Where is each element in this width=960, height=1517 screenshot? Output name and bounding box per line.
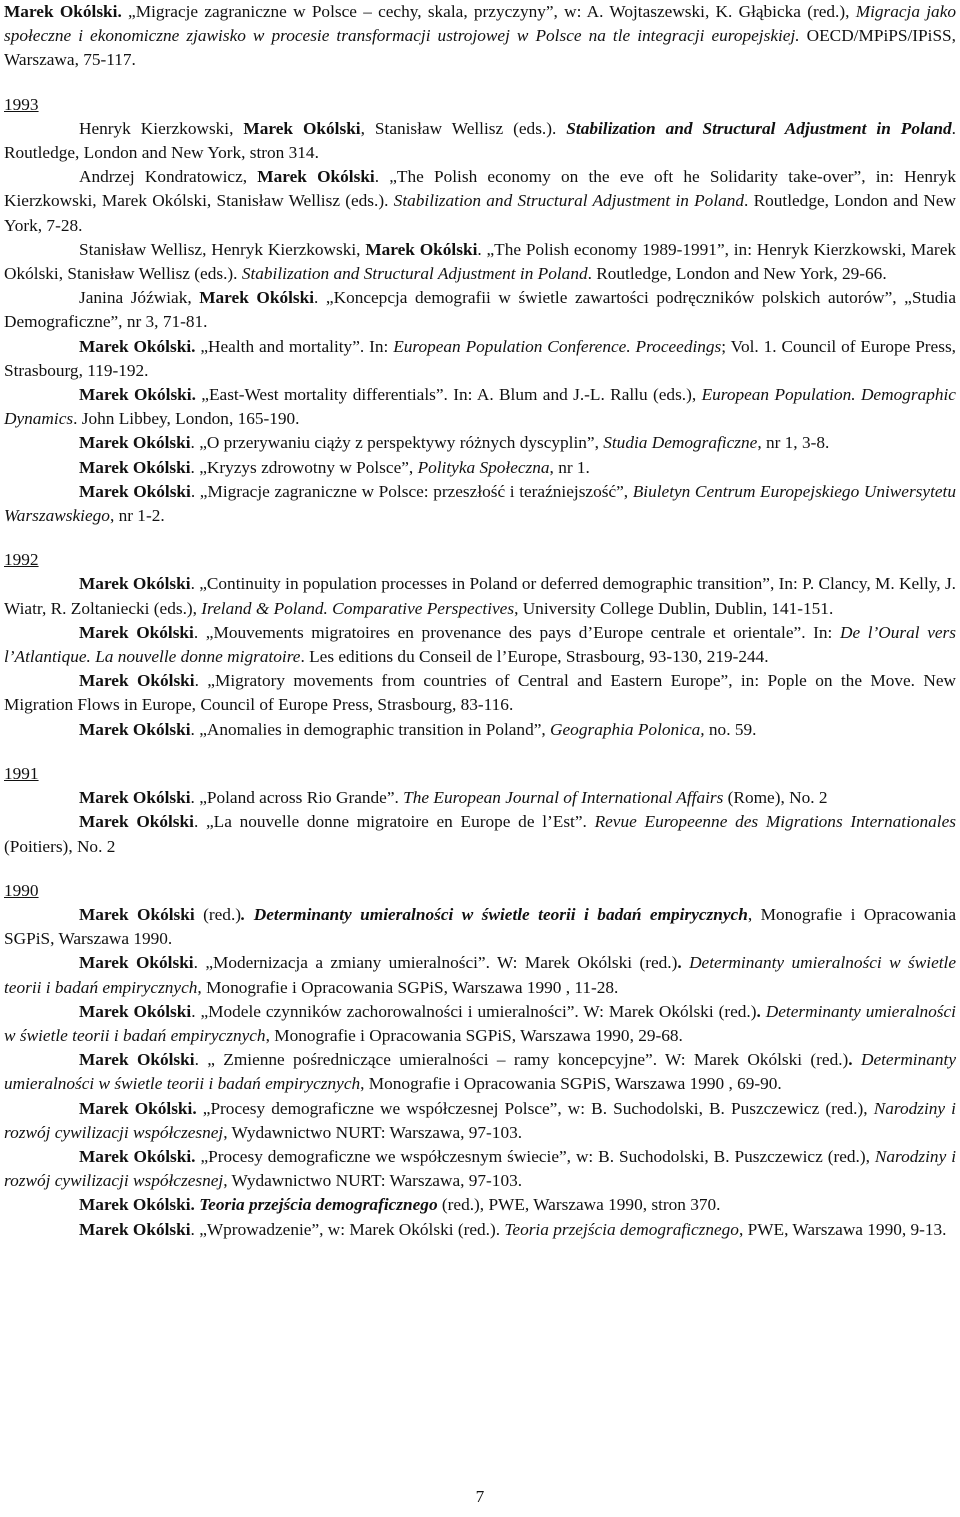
entry-text: , University College Dublin, Dublin, 141-151. <box>514 598 834 618</box>
entry-text: . „La nouvelle donne migratoire en Europe de l’Est”. <box>193 812 595 832</box>
entry-author: Marek Okólski. <box>4 2 129 21</box>
bibliography-entry <box>4 117 956 165</box>
entry-text: (red.), PWE, Warszawa 1990, stron 370. <box>437 1195 721 1215</box>
bibliography-entry <box>4 286 956 334</box>
entry-title: Stabilization and Structural Adjustment in Poland <box>241 264 588 284</box>
section-spacer <box>4 73 956 93</box>
bibliography-entry <box>4 1193 956 1217</box>
entry-text: Andrzej Kondratowicz, <box>79 167 258 187</box>
entry-text: , nr 1. <box>549 457 590 477</box>
entry-title: Polityka Społeczna <box>417 457 550 477</box>
entry-title: Determinanty umieralności w świetle teorii i badań empirycznych <box>4 1050 956 1094</box>
entry-author: Marek Okólski <box>243 118 361 138</box>
entry-text: , nr 1-2. <box>109 506 165 526</box>
entry-title: Geographia Polonica, <box>550 719 705 739</box>
entry-text: . „Koncepcja demografii w świetle zawartości podręczników polskich autorów”, „Studia Demograficzne”, nr 3, 71-81. <box>4 288 957 332</box>
entry-text: . „Mouvements migratoires en provenance des pays d’Europe centrale et orientale”. In: <box>193 622 840 642</box>
entry-text: . „The Polish economy on the eve oft he Solidarity take-over”, in: Henryk Kierzkowski, Marek Okólski, Stanisław Wellisz (eds.). <box>4 167 956 211</box>
bibliography-entry <box>4 480 956 528</box>
entry-text: , Wydawnictwo NURT: Warszawa, 97-103. <box>223 1122 523 1142</box>
entry-author: Marek Okólski <box>257 167 375 187</box>
entry-title: European Population Conference. Proceedings <box>393 336 722 356</box>
entry-title: Narodziny i rozwój cywilizacji współczesnej <box>4 1098 956 1142</box>
entry-text: . „Modele czynników zachorowalności i umieralności”. W: Marek Okólski (red.) <box>191 1001 757 1021</box>
entry-text: , Monografie i Opracowania SGPiS, Warszawa 1990. <box>4 904 956 949</box>
entry-text: (Rome), No. 2 <box>723 788 828 808</box>
year-heading: 1991 <box>4 763 39 783</box>
section-spacer <box>4 528 956 548</box>
entry-author: . <box>848 1050 861 1070</box>
entry-author: . <box>677 953 690 973</box>
entry-author: Marek Okólski <box>79 671 195 691</box>
entry-author: Marek Okólski <box>79 622 194 642</box>
entry-text: . Les editions du Conseil de l’Europe, Strasbourg, 93-130, 219-244. <box>300 647 769 667</box>
bibliography-entry <box>4 1048 956 1096</box>
entry-text: . „Poland across Rio Grande”. <box>190 788 404 808</box>
entry-text: . „Modernizacja a zmiany umieralności”. W: Marek Okólski (red.) <box>193 953 678 973</box>
bibliography-entry <box>4 0 956 73</box>
entry-title: Biuletyn Centrum Europejskiego Uniwersytetu Warszawskiego <box>4 481 956 526</box>
bibliography-entry <box>4 669 956 717</box>
bibliography-entry <box>4 335 956 383</box>
entry-author: Marek Okólski <box>79 457 191 477</box>
bibliography-entry <box>4 572 956 620</box>
entry-title: Studia Demograficzne <box>603 433 758 453</box>
entry-author: Marek Okólski <box>79 719 191 739</box>
entry-text: Janina Jóźwiak, <box>79 288 200 308</box>
entry-text: Henryk Kierzkowski, <box>79 118 244 138</box>
entry-text: „Migracje zagraniczne w Polsce – cechy, skala, przyczyny”, w: A. Wojtaszewski, K. Głąbicka (red.), <box>128 2 856 21</box>
entry-text: ; Vol. 1. Council of Europe Press, Strasbourg, 119-192. <box>4 336 956 380</box>
bibliography-entry <box>4 810 956 858</box>
entry-author: Marek Okólski. <box>79 1195 200 1215</box>
entry-title: Narodziny i rozwój cywilizacji współczesnej <box>4 1146 956 1191</box>
entry-title: European Population. Demographic Dynamics <box>4 385 956 429</box>
entry-title: Determinanty umieralności w świetle teorii i badań empirycznych <box>4 1001 956 1045</box>
entry-book-title: Stabilization and Structural Adjustment in Poland <box>566 118 952 138</box>
bibliography-page <box>4 0 956 1242</box>
bibliography-entry <box>4 1218 956 1242</box>
entry-book-title: Teoria przejścia demograficznego <box>199 1195 438 1215</box>
entry-author: Marek Okólski <box>365 239 478 259</box>
bibliography-entry <box>4 383 956 431</box>
entry-text: , PWE, Warszawa 1990, 9-13. <box>738 1219 947 1239</box>
year-heading: 1990 <box>4 880 39 900</box>
bibliography-entry <box>4 1145 956 1193</box>
entry-text: . Routledge, London and New York, stron 314. <box>4 118 956 163</box>
entry-author: Marek Okólski <box>79 788 191 808</box>
bibliography-entry <box>4 621 956 669</box>
entry-title: Migracja jako społeczne i ekonomiczne zjawisko w procesie transformacji ustrojowej w Polsce na tle integracji europejskiej. <box>4 2 957 46</box>
bibliography-entry <box>4 951 956 999</box>
entry-author: Marek Okólski <box>199 288 315 308</box>
entry-text: . „Wprowadzenie”, w: Marek Okólski (red.). <box>190 1219 505 1239</box>
entry-author: Marek Okólski. <box>79 385 196 405</box>
entry-author: Marek Okólski <box>79 574 191 594</box>
entry-text: „East-West mortality differentials”. In: A. Blum and J.-L. Rallu (eds.), <box>195 385 702 405</box>
entry-author: Marek Okólski. <box>79 1098 197 1118</box>
entry-text: . „O przerywaniu ciąży z perspektywy różnych dyscyplin”, <box>190 433 604 453</box>
entry-author: Marek Okólski <box>79 481 191 501</box>
entry-text: . „Kryzys zdrowotny w Polsce”, <box>190 457 418 477</box>
entry-title: Determinanty umieralności w świetle teorii i badań empirycznych <box>4 953 957 997</box>
entry-text: „Health and mortality”. In: <box>195 336 394 356</box>
entry-title: Ireland & Poland. Comparative Perspectives <box>201 598 515 618</box>
entry-text: , Wydawnictwo NURT: Warszawa, 97-103. <box>223 1171 523 1191</box>
bibliography-entry <box>4 1000 956 1048</box>
entry-author: Marek Okólski <box>79 904 195 924</box>
bibliography-entry <box>4 165 956 238</box>
entry-author: Marek Okólski <box>79 953 194 973</box>
entry-text: , Monografie i Opracowania SGPiS, Warszawa 1990 , 69-90. <box>360 1074 782 1094</box>
entry-text: . „The Polish economy 1989-1991”, in: Henryk Kierzkowski, Marek Okólski, Stanisław Wellisz (eds.). <box>4 239 956 284</box>
entry-text: (red.) <box>194 904 242 924</box>
entry-text: . Routledge, London and New York, 29-66. <box>587 264 887 284</box>
bibliography-entry <box>4 903 956 951</box>
entry-text: . „ Zmienne pośredniczące umieralności – ramy koncepcyjne”. W: Marek Okólski (red.) <box>194 1050 849 1070</box>
entry-title: Revue Europeenne des Migrations Internationales <box>594 812 956 832</box>
entry-text: , nr 1, 3-8. <box>757 433 830 453</box>
entry-text: „Procesy demograficzne we współczesnej Polsce”, w: B. Suchodolski, B. Puszczewicz (red.), <box>196 1098 874 1118</box>
bibliography-entry <box>4 456 956 480</box>
entry-book-title: . Determinanty umieralności w świetle teorii i badań empirycznych <box>241 904 748 924</box>
entry-title: The European Journal of International Affairs <box>403 788 724 808</box>
entry-author: Marek Okólski <box>79 812 194 832</box>
entry-text: . Routledge, London and New York, 7-28. <box>4 191 957 235</box>
year-heading: 1992 <box>4 550 39 570</box>
entry-author: Marek Okólski <box>79 1050 195 1070</box>
page-number: 7 <box>475 1487 485 1506</box>
entry-author: Marek Okólski <box>79 1219 191 1239</box>
entry-text: (Poitiers), No. 2 <box>4 836 116 856</box>
entry-title: Teoria przejścia demograficznego <box>504 1219 739 1239</box>
bibliography-entry <box>4 431 956 455</box>
entry-author: . <box>756 1001 766 1021</box>
entry-author: Marek Okólski. <box>79 1146 196 1166</box>
entry-author: Marek Okólski <box>79 433 191 453</box>
entry-text: , Monografie i Opracowania SGPiS, Warszawa 1990 , 11-28. <box>197 977 619 997</box>
entry-text: . „Anomalies in demographic transition in Poland”, <box>190 719 551 739</box>
entry-text: , Monografie i Opracowania SGPiS, Warszawa 1990, 29-68. <box>265 1025 683 1045</box>
bibliography-entry <box>4 238 956 286</box>
section-spacer <box>4 859 956 879</box>
section-spacer <box>4 742 956 762</box>
entry-text: . „Migratory movements from countries of Central and Eastern Europe”, in: Pople on the Move. New Migration Flows in Europe, Council of Europe Press, Strasbourg, 83-116. <box>4 671 956 715</box>
entry-text: no. 59. <box>704 719 757 739</box>
bibliography-entry <box>4 786 956 810</box>
bibliography-entry <box>4 1097 956 1145</box>
entry-text: . John Libbey, London, 165-190. <box>73 409 300 429</box>
entry-title: De l’Oural vers l’Atlantique. La nouvelle donne migratoire <box>4 622 956 667</box>
entry-text: . „Continuity in population processes in Poland or deferred demographic transition”, In: P. Clancy, M. Kelly, J. Wiatr, R. Zoltaniecki (eds.), <box>4 574 956 618</box>
entry-text: . „Migracje zagraniczne w Polsce: przeszłość i teraźniejszość”, <box>190 481 633 501</box>
bibliography-entry <box>4 718 956 742</box>
entry-title: Stabilization and Structural Adjustment in Poland <box>393 191 745 211</box>
entry-text: Stanisław Wellisz, Henryk Kierzkowski, <box>79 239 366 259</box>
entry-text: , Stanisław Wellisz (eds.). <box>360 118 567 138</box>
entry-text: „Procesy demograficzne we współczesnym świecie”, w: B. Suchodolski, B. Puszczewicz (red.), <box>195 1146 875 1166</box>
entry-author: Marek Okólski. <box>79 336 196 356</box>
entry-text: OECD/MPiPS/IPiSS, Warszawa, 75-117. <box>4 26 956 70</box>
entry-author: Marek Okólski <box>79 1001 192 1021</box>
year-heading: 1993 <box>4 94 39 114</box>
